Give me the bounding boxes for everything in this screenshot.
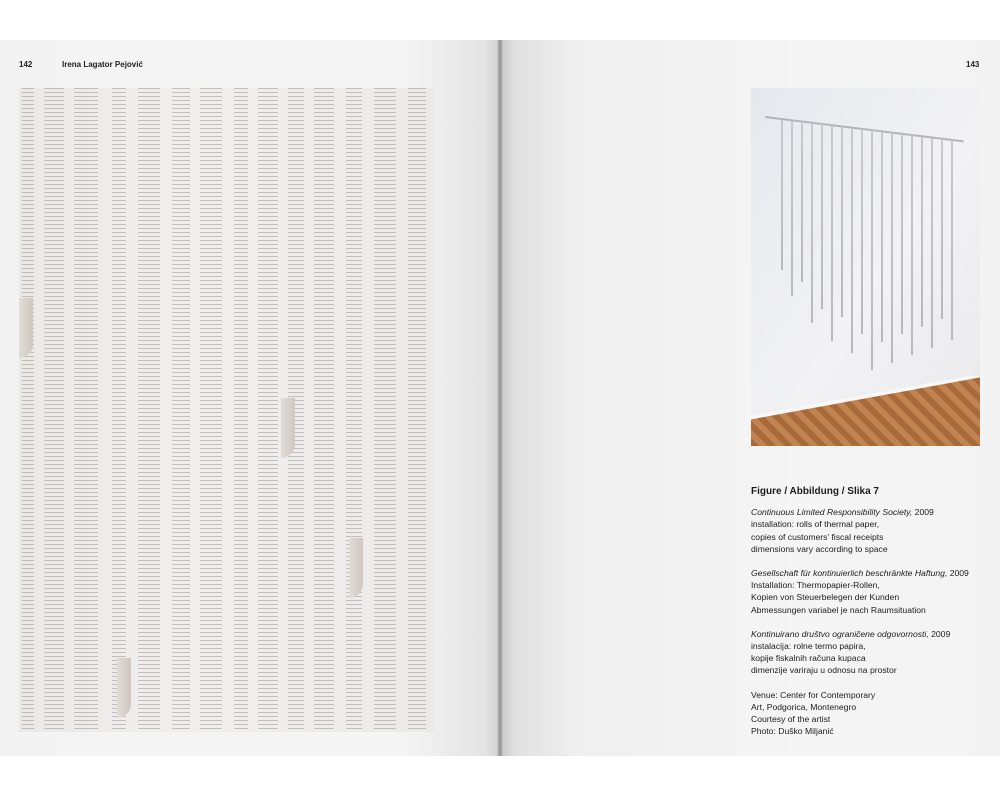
artwork-year: 2009 [947, 568, 969, 579]
hanging-strip [831, 126, 833, 341]
caption-line: kopije fiskalnih računa kupaca [751, 653, 866, 664]
running-title: Irena Lagator Pejović [62, 60, 143, 69]
strip-curl [349, 508, 365, 608]
page-number-left: 142 [19, 60, 33, 69]
receipt-strip [71, 88, 101, 732]
hanging-strip [911, 135, 913, 355]
hanging-strip [821, 124, 823, 309]
artwork-year: 2009 [912, 507, 934, 518]
credit-line: Courtesy of the artist [751, 714, 831, 725]
caption-line: instalacija: rolne termo papira, [751, 641, 866, 652]
artwork-title-line [751, 506, 991, 518]
receipt-strip [109, 88, 129, 732]
hanging-strip [891, 133, 893, 363]
caption-block-german [751, 567, 991, 616]
hanging-strip [801, 122, 803, 282]
receipt-strip [41, 88, 67, 732]
figure-caption [751, 486, 991, 749]
credit-line: Art, Podgorica, Montenegro [751, 701, 857, 712]
receipt-strip [405, 88, 429, 732]
hanging-strip [941, 139, 943, 319]
receipt-strip [343, 88, 365, 732]
caption-block-english [751, 506, 991, 555]
caption-line: Abmessungen variabel je nach Raumsituation [751, 604, 926, 615]
hanging-strip [791, 121, 793, 296]
artwork-title-line [751, 567, 991, 579]
artwork-year: 2009 [928, 628, 951, 639]
receipt-strip [371, 88, 399, 732]
hanging-strip [811, 123, 813, 323]
hanging-strip [901, 134, 903, 334]
hanging-strip [881, 132, 883, 342]
artwork-title: Gesellschaft für kontinuierlich beschränkte Haftung, [751, 568, 948, 579]
hanging-strip [841, 127, 843, 317]
artwork-title: Kontinuirano društvo ograničene odgovornosti, [751, 628, 929, 639]
caption-line: dimensions vary according to space [751, 543, 888, 554]
caption-line: Installation: Thermopapier-Rollen, [751, 580, 880, 591]
page-number-right: 143 [966, 60, 980, 69]
hanging-strip [921, 137, 923, 327]
hanging-strip [781, 120, 783, 270]
hanging-strip [931, 138, 933, 348]
artwork-title: Continuous Limited Responsibility Society, [751, 507, 913, 518]
receipt-strip [135, 88, 163, 732]
caption-line: copies of customers’ fiscal receipts [751, 531, 884, 542]
hanging-strip [851, 128, 853, 353]
hanging-rail [765, 116, 964, 142]
caption-line: dimenzije variraju u odnosu na prostor [751, 665, 897, 676]
hanging-strip [951, 140, 953, 340]
receipt-strip [255, 88, 281, 732]
installation-view-photo [751, 88, 980, 446]
book-gutter [497, 40, 503, 756]
strip-curl [117, 648, 133, 728]
hanging-strip [871, 130, 873, 370]
receipt-strip [231, 88, 251, 732]
caption-block-montenegrin [751, 628, 991, 677]
strip-curl [281, 378, 297, 458]
strip-curl [19, 218, 29, 358]
caption-line: installation: rolls of thermal paper, [751, 519, 880, 530]
caption-line: Kopien von Steuerbelegen der Kunden [751, 592, 900, 603]
receipt-strip [19, 88, 37, 732]
artwork-title-line [751, 628, 991, 640]
installation-detail-photo [19, 88, 434, 732]
credit-line: Photo: Duško Miljanić [751, 726, 834, 737]
hanging-strip [861, 129, 863, 334]
caption-heading: Figure / Abbildung / Slika 7 [751, 486, 879, 497]
receipt-strip [197, 88, 225, 732]
receipt-strip [311, 88, 337, 732]
caption-credits [751, 689, 991, 738]
receipt-strip [169, 88, 193, 732]
credit-line: Venue: Center for Contemporary [751, 689, 876, 700]
